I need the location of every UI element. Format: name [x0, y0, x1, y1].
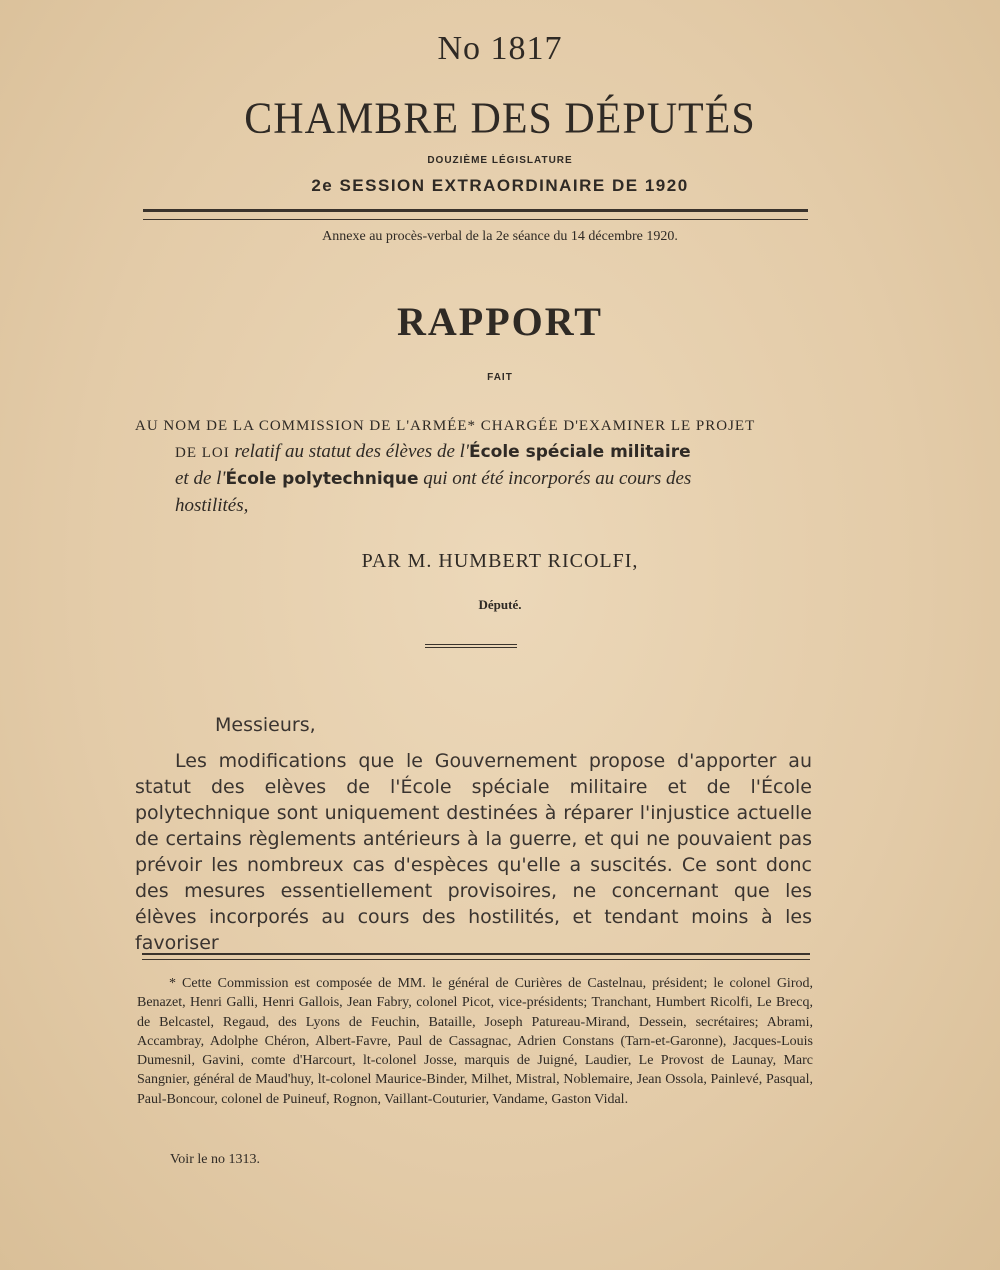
subject-line-3 — [135, 466, 811, 493]
subject-italic-3: qui ont été incorporés au cours des — [418, 468, 692, 489]
header-divider — [143, 209, 808, 220]
author-divider — [425, 644, 517, 648]
salutation: Messieurs, — [215, 714, 316, 736]
subject-line-2 — [135, 439, 811, 466]
author-role: Député. — [478, 597, 522, 612]
annexe-note: Annexe au procès-verbal de la 2e séance du 14 décembre 1920. — [322, 229, 678, 244]
session-label: 2e SESSION EXTRAORDINAIRE DE 1920 — [311, 176, 689, 195]
footnote-text: * Cette Commission est composée de MM. le général de Curières de Castelnau, président; le colonel Girod, Benazet, Henri Galli, Henri Gallois, Jean Fabry, colonel Picot, vice-présidents; Tranchant, Humbert Ricolfi, Le Brecq, de Belcastel, Regaud, des Lyons de Feuchin, Bataille, Joseph Patureau-Mirand, Dessein, secrétaires; Abrami, Accambray, Adolphe Chéron, Albert-Favre, Paul de Cassagnac, Adrien Constans (Tarn-et-Garonne), Jacques-Louis Dumesnil, Gavini, comte d'Harcourt, lt-colonel Josse, marquis de Juigné, Laudier, Le Provost de Launay, Marc Sangnier, général de Maud'huy, lt-colonel Maurice-Binder, Milhet, Mistral, Noblemaire, Jean Ossola, Painlevé, Pasqual, Paul-Boncour, colonel de Puineuf, Rognon, Vaillant-Couturier, Vandame, Gaston Vidal. — [137, 976, 813, 1107]
fait-label: FAIT — [487, 372, 513, 383]
report-title: RAPPORT — [397, 299, 603, 344]
subject-italic-2: et de l' — [175, 468, 226, 489]
body-paragraph: Les modifications que le Gouvernement propose d'apporter au statut des elèves de l'École spéciale militaire et de l'École polytechnique sont uniquement destinées à réparer l'injustice actuelle de certains règlements antérieurs à la guerre, et qui ne pouvaient pas prévoir les nombreux cas d'espèces qu'elle a suscités. Ce sont donc des mesures essentiellement provisoires, ne concernant que les élèves incorporés au cours des hostilités, et tendant moins à les favoriser — [135, 750, 812, 954]
subject-school-2: École polytechnique — [225, 469, 419, 489]
footnote-reference: Voir le no 1313. — [170, 1152, 260, 1167]
footnote-divider — [142, 953, 810, 960]
subject-school-1: École spéciale militaire — [468, 442, 691, 462]
chamber-title: CHAMBRE DES DÉPUTÉS — [244, 94, 756, 144]
subject-de-loi: DE LOI — [175, 445, 230, 461]
subject-line-1: AU NOM DE LA COMMISSION DE L'ARMÉE* CHARGÉE D'EXAMINER LE PROJET — [135, 418, 756, 434]
subject-line-4 — [135, 493, 811, 520]
author-line: PAR M. HUMBERT RICOLFI, — [361, 550, 639, 572]
footnote — [137, 974, 813, 1109]
subject-italic-1: relatif au statut des élèves de l' — [229, 441, 469, 462]
report-body — [135, 712, 812, 956]
subject-italic-4: hostilités, — [175, 495, 249, 516]
report-subject — [135, 413, 811, 520]
document-number: No 1817 — [437, 30, 563, 67]
legislature-label: DOUZIÈME LÉGISLATURE — [427, 155, 573, 166]
